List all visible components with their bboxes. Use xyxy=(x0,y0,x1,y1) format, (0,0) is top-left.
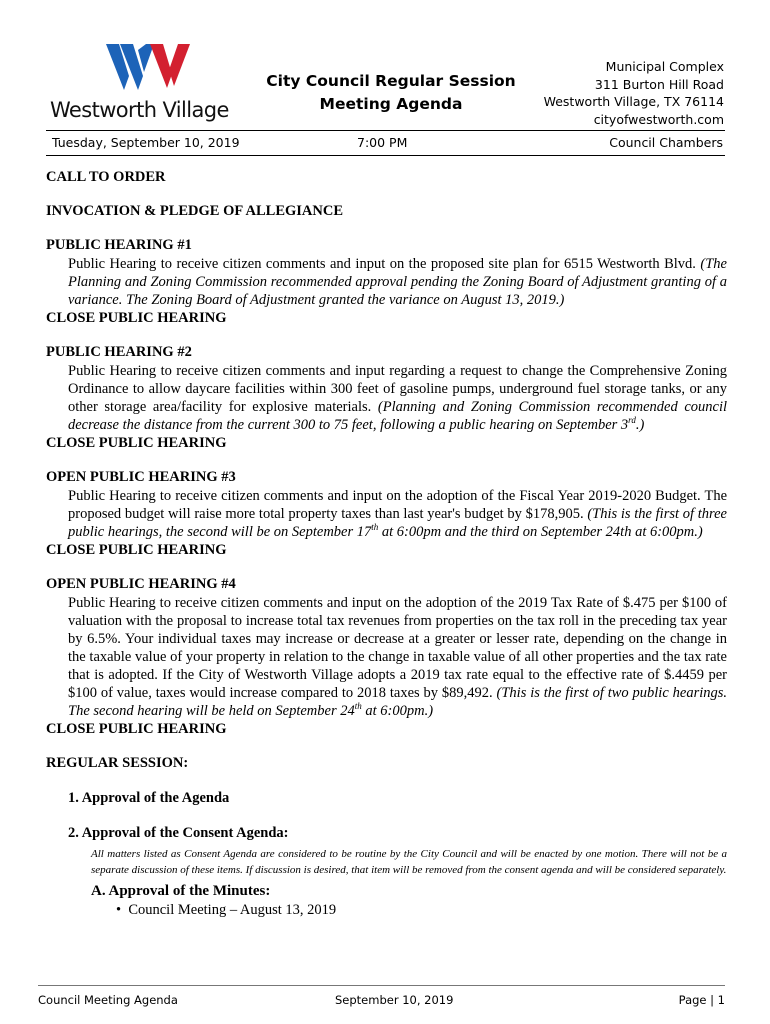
agenda-body xyxy=(46,168,727,920)
municipal-address xyxy=(544,58,724,128)
close-hearing-3: CLOSE PUBLIC HEARING xyxy=(46,542,227,558)
public-hearing-2-note: (Planning and Zoning Commission recommended council decrease the distance from the current 300 to 75 feet, following a public hearing on September 3rd.) xyxy=(68,399,728,433)
agenda-item-1: 1. Approval of the Agenda xyxy=(68,790,230,806)
meeting-date: Tuesday, September 10, 2019 xyxy=(52,135,240,150)
title-line-2: Meeting Agenda xyxy=(319,95,463,113)
page-footer xyxy=(38,985,725,1012)
meeting-location: Council Chambers xyxy=(609,135,723,150)
address-line-2: 311 Burton Hill Road xyxy=(594,76,724,92)
city-logo xyxy=(50,44,250,126)
invocation-heading: INVOCATION & PLEDGE OF ALLEGIANCE xyxy=(46,203,343,219)
footer-date: September 10, 2019 xyxy=(335,993,454,1007)
consent-agenda-note: All matters listed as Consent Agenda are considered to be routine by the City Council and will be enacted by one motion. There will not be a separate discussion of these items. If discussion is desired, that item will be removed from the consent agenda and will be considered separately. xyxy=(91,848,727,876)
public-hearing-3-note: (This is the first of three public hearings, the second will be on September 17th at 6:00pm and the third on September 24th at 6:00pm.) xyxy=(68,506,727,540)
meeting-info-bar xyxy=(46,130,725,156)
minutes-list-item: • Council Meeting – August 13, 2019 xyxy=(116,902,337,918)
public-hearing-4-text: Public Hearing to receive citizen comments and input on the adoption of the 2019 Tax Rate of $.475 per $100 of valuation with the proposal to increase total tax revenues from properties on the tax roll in the preceding tax year by 6.5%. Your individual taxes may increase or decrease at a greater or lesser rate, depending on the change in the taxable value of your property in relation to the change in taxable value of all other properties and the tax rate that is adopted. If the City of Westworth Village adopts a 2019 tax rate equal to the effective rate of $.4459 per $100 of value, taxes would increase compared to 2018 taxes by $89,492. (This is the first of two public hearings. The second hearing will be held on September 24th at 6:00pm.) xyxy=(68,595,728,719)
page-title xyxy=(255,70,527,116)
website-link[interactable]: cityofwestworth.com xyxy=(593,111,724,127)
meeting-time: 7:00 PM xyxy=(357,135,408,150)
agenda-item-2: 2. Approval of the Consent Agenda: xyxy=(68,825,289,841)
public-hearing-3-text: Public Hearing to receive citizen comments and input on the adoption of the Fiscal Year 2019-2020 Budget. The proposed budget will raise more total property taxes than last year's budget by $178,905. (This is the first of three public hearings, the second will be on September 17th at 6:00pm and the third on September 24th at 6:00pm.) xyxy=(68,488,727,540)
public-hearing-4-heading: OPEN PUBLIC HEARING #4 xyxy=(46,576,236,592)
public-hearing-4-note: (This is the first of two public hearings. The second hearing will be held on September 24th at 6:00pm.) xyxy=(68,685,728,719)
title-line-1: City Council Regular Session xyxy=(266,72,516,90)
sub-item-a: A. Approval of the Minutes: xyxy=(91,883,271,899)
footer-left: Council Meeting Agenda xyxy=(38,993,178,1007)
regular-session-heading: REGULAR SESSION: xyxy=(46,755,189,771)
westworth-logo-icon xyxy=(106,44,192,90)
public-hearing-2-text: Public Hearing to receive citizen comments and input regarding a request to change the Comprehensive Zoning Ordinance to allow daycare facilities within 300 feet of gasoline pumps, underground fuel storage tanks, or any other storage area/facility for explosive materials. (Planning and Zoning Commission recommended council decrease the distance from the current 300 to 75 feet, following a public hearing on September 3rd.) xyxy=(68,363,728,433)
close-hearing-4: CLOSE PUBLIC HEARING xyxy=(46,721,227,737)
logo-text: Westworth Village xyxy=(50,98,229,122)
address-line-3: Westworth Village, TX 76114 xyxy=(543,94,724,109)
call-to-order-heading: CALL TO ORDER xyxy=(46,169,166,185)
page-number: Page | 1 xyxy=(678,993,725,1007)
close-hearing-2: CLOSE PUBLIC HEARING xyxy=(46,435,227,451)
public-hearing-1-heading: PUBLIC HEARING #1 xyxy=(46,237,192,253)
bullet-icon: • xyxy=(116,902,122,918)
public-hearing-2-heading: PUBLIC HEARING #2 xyxy=(46,344,192,360)
address-line-1: Municipal Complex xyxy=(605,59,724,74)
public-hearing-3-heading: OPEN PUBLIC HEARING #3 xyxy=(46,469,236,485)
close-hearing-1: CLOSE PUBLIC HEARING xyxy=(46,310,227,326)
public-hearing-1-text: Public Hearing to receive citizen comments and input on the proposed site plan for 6515 Westworth Blvd. (The Planning and Zoning Commission recommended approval pending the Zoning Board of Adjustment granting of a variance. The Zoning Board of Adjustment granted the variance on August 13, 2019.) xyxy=(68,256,727,308)
public-hearing-1-note: (The Planning and Zoning Commission recommended approval pending the Zoning Board of Adjustment granting of a variance. The Zoning Board of Adjustment granted the variance on August 13, 2019.) xyxy=(68,256,727,308)
